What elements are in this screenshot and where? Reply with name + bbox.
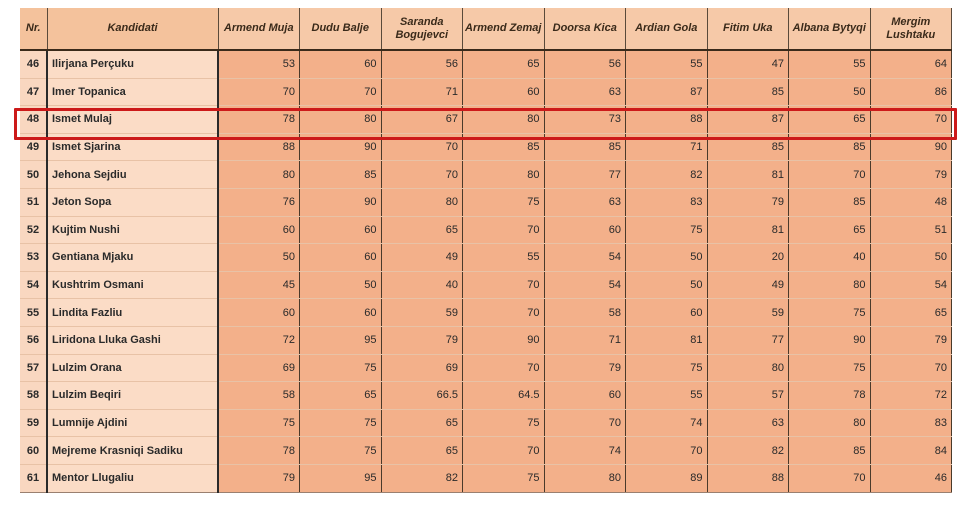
header-judge: Mergim Lushtaku: [870, 8, 952, 50]
score-cell: 69: [381, 354, 463, 382]
score-cell: 70: [463, 271, 545, 299]
candidate-name: Kujtim Nushi: [47, 216, 218, 244]
score-cell: 85: [789, 133, 871, 161]
header-judge: Armend Muja: [218, 8, 300, 50]
score-cell: 49: [381, 244, 463, 272]
score-cell: 70: [300, 78, 382, 106]
header-judge: Ardian Gola: [626, 8, 708, 50]
candidate-name: Kushtrim Osmani: [47, 271, 218, 299]
score-cell: 60: [218, 216, 300, 244]
score-cell: 50: [870, 244, 952, 272]
score-cell: 90: [463, 326, 545, 354]
score-cell: 77: [544, 161, 626, 189]
score-cell: 70: [544, 409, 626, 437]
score-cell: 70: [218, 78, 300, 106]
row-number: 53: [20, 244, 47, 272]
score-cell: 70: [381, 133, 463, 161]
row-number: 60: [20, 437, 47, 465]
candidate-name: Mejreme Krasniqi Sadiku: [47, 437, 218, 465]
candidate-name: Liridona Lluka Gashi: [47, 326, 218, 354]
score-cell: 81: [626, 326, 708, 354]
score-cell: 95: [300, 464, 382, 492]
score-cell: 64.5: [463, 382, 545, 410]
scores-table: [20, 8, 952, 493]
row-number: 46: [20, 50, 47, 78]
score-cell: 57: [707, 382, 789, 410]
row-number: 56: [20, 326, 47, 354]
score-cell: 55: [463, 244, 545, 272]
score-cell: 65: [300, 382, 382, 410]
score-cell: 40: [381, 271, 463, 299]
header-judge: Doorsa Kica: [544, 8, 626, 50]
score-cell: 80: [300, 106, 382, 134]
score-cell: 75: [789, 354, 871, 382]
score-cell: 65: [381, 437, 463, 465]
score-cell: 80: [789, 271, 871, 299]
score-cell: 88: [707, 464, 789, 492]
header-nr: Nr.: [20, 8, 47, 50]
score-cell: 79: [544, 354, 626, 382]
score-cell: 46: [870, 464, 952, 492]
score-cell: 72: [870, 382, 952, 410]
score-cell: 60: [544, 382, 626, 410]
candidate-name: Jeton Sopa: [47, 188, 218, 216]
score-cell: 77: [707, 326, 789, 354]
score-cell: 56: [381, 50, 463, 78]
score-cell: 60: [218, 299, 300, 327]
score-cell: 78: [218, 437, 300, 465]
candidate-name: Ismet Sjarina: [47, 133, 218, 161]
table-row: [20, 161, 952, 189]
score-cell: 79: [870, 161, 952, 189]
score-cell: 70: [463, 299, 545, 327]
score-cell: 82: [381, 464, 463, 492]
score-cell: 85: [300, 161, 382, 189]
score-cell: 75: [626, 216, 708, 244]
header-judge: Saranda Bogujevci: [381, 8, 463, 50]
candidate-name: Lindita Fazliu: [47, 299, 218, 327]
header-judge: Dudu Balje: [300, 8, 382, 50]
score-cell: 50: [789, 78, 871, 106]
table-row: [20, 299, 952, 327]
score-cell: 59: [707, 299, 789, 327]
table-row: [20, 326, 952, 354]
score-cell: 53: [218, 50, 300, 78]
score-cell: 75: [300, 354, 382, 382]
score-cell: 58: [544, 299, 626, 327]
score-cell: 80: [463, 106, 545, 134]
score-cell: 88: [218, 133, 300, 161]
score-cell: 81: [707, 216, 789, 244]
header-row: [20, 8, 952, 50]
score-cell: 65: [381, 409, 463, 437]
score-cell: 60: [300, 244, 382, 272]
score-cell: 70: [870, 354, 952, 382]
candidate-name: Ilirjana Perçuku: [47, 50, 218, 78]
score-cell: 40: [789, 244, 871, 272]
score-cell: 83: [626, 188, 708, 216]
score-cell: 75: [626, 354, 708, 382]
table-row: [20, 464, 952, 492]
score-cell: 90: [870, 133, 952, 161]
score-cell: 70: [789, 464, 871, 492]
score-cell: 54: [544, 244, 626, 272]
score-cell: 90: [789, 326, 871, 354]
score-cell: 49: [707, 271, 789, 299]
score-cell: 85: [789, 437, 871, 465]
score-cell: 65: [381, 216, 463, 244]
score-cell: 70: [463, 437, 545, 465]
score-cell: 64: [870, 50, 952, 78]
candidate-name: Lumnije Ajdini: [47, 409, 218, 437]
score-cell: 78: [789, 382, 871, 410]
spreadsheet: [20, 8, 952, 493]
score-cell: 85: [707, 78, 789, 106]
score-cell: 85: [707, 133, 789, 161]
score-cell: 50: [626, 244, 708, 272]
candidate-name: Lulzim Orana: [47, 354, 218, 382]
row-number: 47: [20, 78, 47, 106]
score-cell: 72: [218, 326, 300, 354]
score-cell: 56: [544, 50, 626, 78]
score-cell: 82: [707, 437, 789, 465]
score-cell: 82: [626, 161, 708, 189]
score-cell: 85: [789, 188, 871, 216]
score-cell: 63: [544, 78, 626, 106]
score-cell: 74: [626, 409, 708, 437]
score-cell: 74: [544, 437, 626, 465]
score-cell: 81: [707, 161, 789, 189]
score-cell: 54: [544, 271, 626, 299]
score-cell: 73: [544, 106, 626, 134]
score-cell: 79: [707, 188, 789, 216]
header-candidate: Kandidati: [47, 8, 218, 50]
score-cell: 50: [626, 271, 708, 299]
score-cell: 65: [463, 50, 545, 78]
score-cell: 80: [381, 188, 463, 216]
score-cell: 75: [218, 409, 300, 437]
row-number: 54: [20, 271, 47, 299]
score-cell: 70: [789, 161, 871, 189]
score-cell: 60: [300, 299, 382, 327]
score-cell: 86: [870, 78, 952, 106]
score-cell: 60: [544, 216, 626, 244]
table-row: [20, 409, 952, 437]
table-row: [20, 382, 952, 410]
score-cell: 55: [626, 382, 708, 410]
header-judge: Fitim Uka: [707, 8, 789, 50]
score-cell: 55: [626, 50, 708, 78]
score-cell: 90: [300, 133, 382, 161]
score-cell: 65: [789, 216, 871, 244]
row-number: 49: [20, 133, 47, 161]
score-cell: 80: [463, 161, 545, 189]
score-cell: 48: [870, 188, 952, 216]
score-cell: 80: [789, 409, 871, 437]
score-cell: 87: [626, 78, 708, 106]
score-cell: 47: [707, 50, 789, 78]
score-cell: 60: [300, 50, 382, 78]
score-cell: 80: [707, 354, 789, 382]
score-cell: 71: [544, 326, 626, 354]
candidate-name: Ismet Mulaj: [47, 106, 218, 134]
score-cell: 88: [626, 106, 708, 134]
row-number: 51: [20, 188, 47, 216]
table-row: [20, 133, 952, 161]
row-number: 55: [20, 299, 47, 327]
score-cell: 71: [626, 133, 708, 161]
score-cell: 75: [300, 409, 382, 437]
candidate-name: Imer Topanica: [47, 78, 218, 106]
candidate-name: Gentiana Mjaku: [47, 244, 218, 272]
score-cell: 85: [463, 133, 545, 161]
score-cell: 67: [381, 106, 463, 134]
score-cell: 70: [381, 161, 463, 189]
score-cell: 45: [218, 271, 300, 299]
score-cell: 80: [218, 161, 300, 189]
row-number: 58: [20, 382, 47, 410]
row-number: 52: [20, 216, 47, 244]
score-cell: 80: [544, 464, 626, 492]
score-cell: 75: [300, 437, 382, 465]
table-row: [20, 50, 952, 78]
score-cell: 75: [463, 464, 545, 492]
row-number: 59: [20, 409, 47, 437]
score-cell: 51: [870, 216, 952, 244]
score-cell: 70: [626, 437, 708, 465]
table-row: [20, 244, 952, 272]
score-cell: 66.5: [381, 382, 463, 410]
candidate-name: Jehona Sejdiu: [47, 161, 218, 189]
score-cell: 70: [463, 354, 545, 382]
row-number: 61: [20, 464, 47, 492]
table-body: [20, 50, 952, 492]
row-number: 48: [20, 106, 47, 134]
table-row: [20, 216, 952, 244]
score-cell: 50: [300, 271, 382, 299]
score-cell: 79: [870, 326, 952, 354]
score-cell: 65: [870, 299, 952, 327]
score-cell: 70: [870, 106, 952, 134]
score-cell: 79: [381, 326, 463, 354]
table-row: [20, 354, 952, 382]
score-cell: 69: [218, 354, 300, 382]
score-cell: 75: [463, 188, 545, 216]
score-cell: 89: [626, 464, 708, 492]
score-cell: 54: [870, 271, 952, 299]
candidate-name: Mentor Llugaliu: [47, 464, 218, 492]
score-cell: 87: [707, 106, 789, 134]
table-row: [20, 188, 952, 216]
score-cell: 83: [870, 409, 952, 437]
table-row: [20, 106, 952, 134]
score-cell: 20: [707, 244, 789, 272]
score-cell: 90: [300, 188, 382, 216]
header-judge: Armend Zemaj: [463, 8, 545, 50]
score-cell: 78: [218, 106, 300, 134]
score-cell: 60: [463, 78, 545, 106]
score-cell: 75: [789, 299, 871, 327]
table-row: [20, 437, 952, 465]
score-cell: 63: [544, 188, 626, 216]
score-cell: 58: [218, 382, 300, 410]
score-cell: 60: [626, 299, 708, 327]
row-number: 57: [20, 354, 47, 382]
score-cell: 55: [789, 50, 871, 78]
score-cell: 75: [463, 409, 545, 437]
score-cell: 65: [789, 106, 871, 134]
score-cell: 79: [218, 464, 300, 492]
score-cell: 95: [300, 326, 382, 354]
row-number: 50: [20, 161, 47, 189]
score-cell: 59: [381, 299, 463, 327]
score-cell: 63: [707, 409, 789, 437]
score-cell: 71: [381, 78, 463, 106]
score-cell: 85: [544, 133, 626, 161]
table-row: [20, 271, 952, 299]
score-cell: 60: [300, 216, 382, 244]
table-row: [20, 78, 952, 106]
score-cell: 50: [218, 244, 300, 272]
header-judge: Albana Bytyqi: [789, 8, 871, 50]
candidate-name: Lulzim Beqiri: [47, 382, 218, 410]
score-cell: 84: [870, 437, 952, 465]
score-cell: 70: [463, 216, 545, 244]
score-cell: 76: [218, 188, 300, 216]
